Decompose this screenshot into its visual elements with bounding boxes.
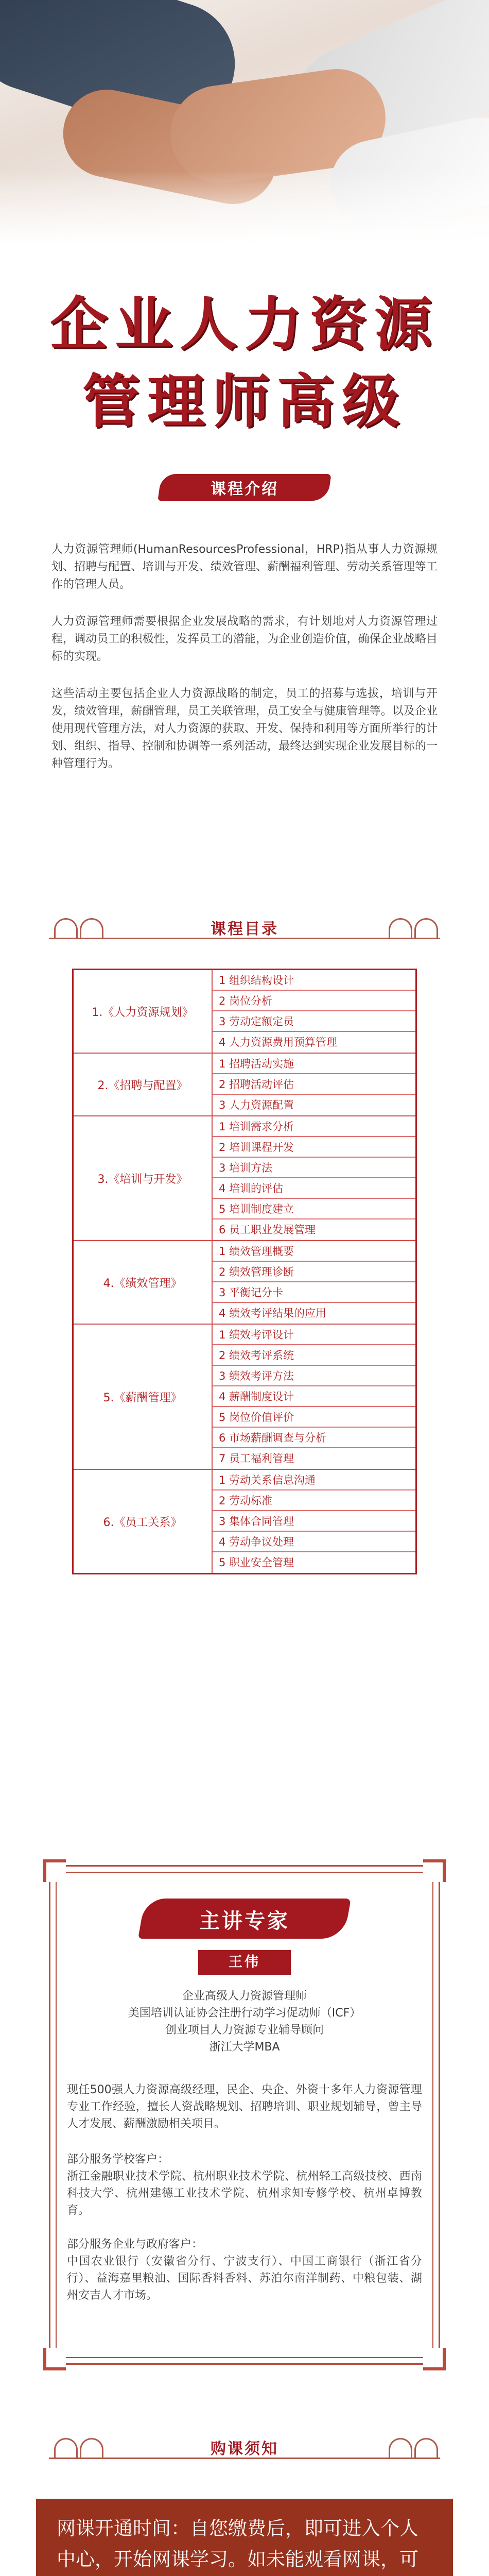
course-item: 3 劳动定额定员 [213, 1011, 415, 1032]
catalog-section-header [49, 912, 440, 948]
course-group [74, 1325, 415, 1470]
course-group-name: 6.《员工关系》 [74, 1470, 213, 1573]
expert-credential: 浙江大学MBA [209, 2041, 280, 2054]
course-item: 6 市场薪酬调查与分析 [213, 1428, 415, 1448]
course-item: 4 薪酬制度设计 [213, 1386, 415, 1407]
expert-gov-heading: 部分服务企业与政府客户： [67, 2238, 203, 2251]
course-group [74, 1116, 415, 1241]
intro-paragraph-1: 人力资源管理师(HumanResourcesProfessional，HRP)指从事人力资源规划、招聘与配置、培训与开发、绩效管理、薪酬福利管理、劳动关系管理等工作的管理人员。 [51, 543, 438, 591]
intro-paragraph-3: 这些活动主要包括企业人力资源战略的制定，员工的招募与选拔，培训与开发，绩效管理，薪酬管理，员工关联管理，员工安全与健康管理等。以及企业使用现代管理方法，对人力资源的获取、开发、保持和利用等方面所举行的计划、组织、指导、控制和协调等一系列活动，最终达到实现企业发展目标的一种管理行为。 [51, 687, 438, 770]
notice-section-header [49, 2432, 440, 2468]
expert-gov-clients: 中国农业银行（安徽省分行、宁波支行）、中国工商银行（浙江省分行）、益海嘉里粮油、国际香料香料、苏泊尔南洋制药、中粮包装、湖州安吉人才市场。 [67, 2255, 422, 2302]
course-group-name: 3.《培训与开发》 [74, 1116, 213, 1240]
course-item: 5 岗位价值评价 [213, 1407, 415, 1428]
course-item: 1 招聘活动实施 [213, 1054, 415, 1074]
course-item: 1 绩效管理概要 [213, 1241, 415, 1262]
intro-paragraph-2: 人力资源管理师需要根据企业发展战略的需求，有计划地对人力资源管理过程，调动员工的积极性，发挥员工的潜能，为企业创造价值，确保企业战略目标的实现。 [51, 615, 438, 663]
expert-clients: 浙江金融职业技术学院、杭州职业技术学院、杭州轻工高级技校、西南科技大学、杭州建德工业技术学院、杭州求知专修学校、杭州卓博教育。 [67, 2170, 422, 2217]
course-item: 1 组织结构设计 [213, 970, 415, 991]
course-item: 2 绩效管理诊断 [213, 1262, 415, 1282]
notice-text: 网课开通时间：自您缴费后，即可进入个人中心，开始网课学习。如未能观看网课，可 [57, 2517, 418, 2570]
course-item: 1 绩效考评设计 [213, 1325, 415, 1345]
course-group [74, 1054, 415, 1116]
course-item: 1 培训需求分析 [213, 1116, 415, 1137]
course-group-name: 2.《招聘与配置》 [74, 1054, 213, 1115]
course-item: 2 绩效考评系统 [213, 1345, 415, 1366]
course-item: 4 劳动争议处理 [213, 1532, 415, 1552]
expert-bio: 现任500强人力资源高级经理，民企、央企、外资十多年人力资源管理专业工作经验，擅长人资战略规划、招聘培训、职业规划辅导，曾主导人才发展、薪酬激励相关项目。 [67, 2083, 422, 2130]
expert-section-label: 主讲专家 [142, 1899, 347, 1940]
course-item: 5 职业安全管理 [219, 1556, 294, 1569]
expert-clients-heading: 部分服务学校客户： [67, 2153, 169, 2166]
course-item: 3 绩效考评方法 [213, 1366, 415, 1386]
course-item: 6 员工职业发展管理 [219, 1224, 316, 1236]
course-item: 3 集体合同管理 [213, 1511, 415, 1532]
course-catalog-table [72, 969, 417, 1574]
course-item: 7 员工福利管理 [219, 1452, 294, 1465]
expert-credential: 美国培训认证协会注册行动学习促动师（ICF） [128, 2007, 361, 2020]
hero-handshake-image [0, 0, 489, 268]
catalog-section-label: 课程目录 [211, 920, 278, 938]
expert-credential: 企业高级人力资源管理师 [182, 1990, 307, 2003]
expert-credential: 创业项目人力资源专业辅导顾问 [165, 2024, 324, 2037]
course-group-name: 5.《薪酬管理》 [74, 1325, 213, 1469]
course-item: 2 招聘活动评估 [213, 1074, 415, 1095]
course-item: 1 劳动关系信息沟通 [213, 1470, 415, 1490]
course-item: 4 人力资源费用预算管理 [219, 1036, 338, 1048]
course-item: 2 培训课程开发 [213, 1137, 415, 1158]
course-item: 3 平衡记分卡 [213, 1282, 415, 1303]
course-item: 3 人力资源配置 [219, 1099, 294, 1111]
course-item: 5 培训制度建立 [213, 1199, 415, 1219]
notice-section-label: 购课须知 [211, 2440, 278, 2458]
course-item: 2 岗位分析 [213, 991, 415, 1011]
page-title-line2: 管理师高级 [82, 368, 407, 435]
page-title-line1: 企业人力资源 [50, 291, 439, 358]
course-group-name: 1.《人力资源规划》 [74, 970, 213, 1053]
course-group [74, 1470, 415, 1573]
course-group [74, 1241, 415, 1325]
course-item: 2 劳动标准 [213, 1490, 415, 1511]
course-item: 3 培训方法 [213, 1158, 415, 1178]
course-item: 4 绩效考评结果的应用 [219, 1307, 327, 1319]
intro-section-label: 课程介绍 [160, 469, 329, 505]
course-item: 4 培训的评估 [213, 1178, 415, 1199]
course-group-name: 4.《绩效管理》 [74, 1241, 213, 1324]
expert-name-tag: 王伟 [198, 1950, 291, 1975]
purchase-notice-box [36, 2499, 453, 2576]
course-group [74, 970, 415, 1054]
